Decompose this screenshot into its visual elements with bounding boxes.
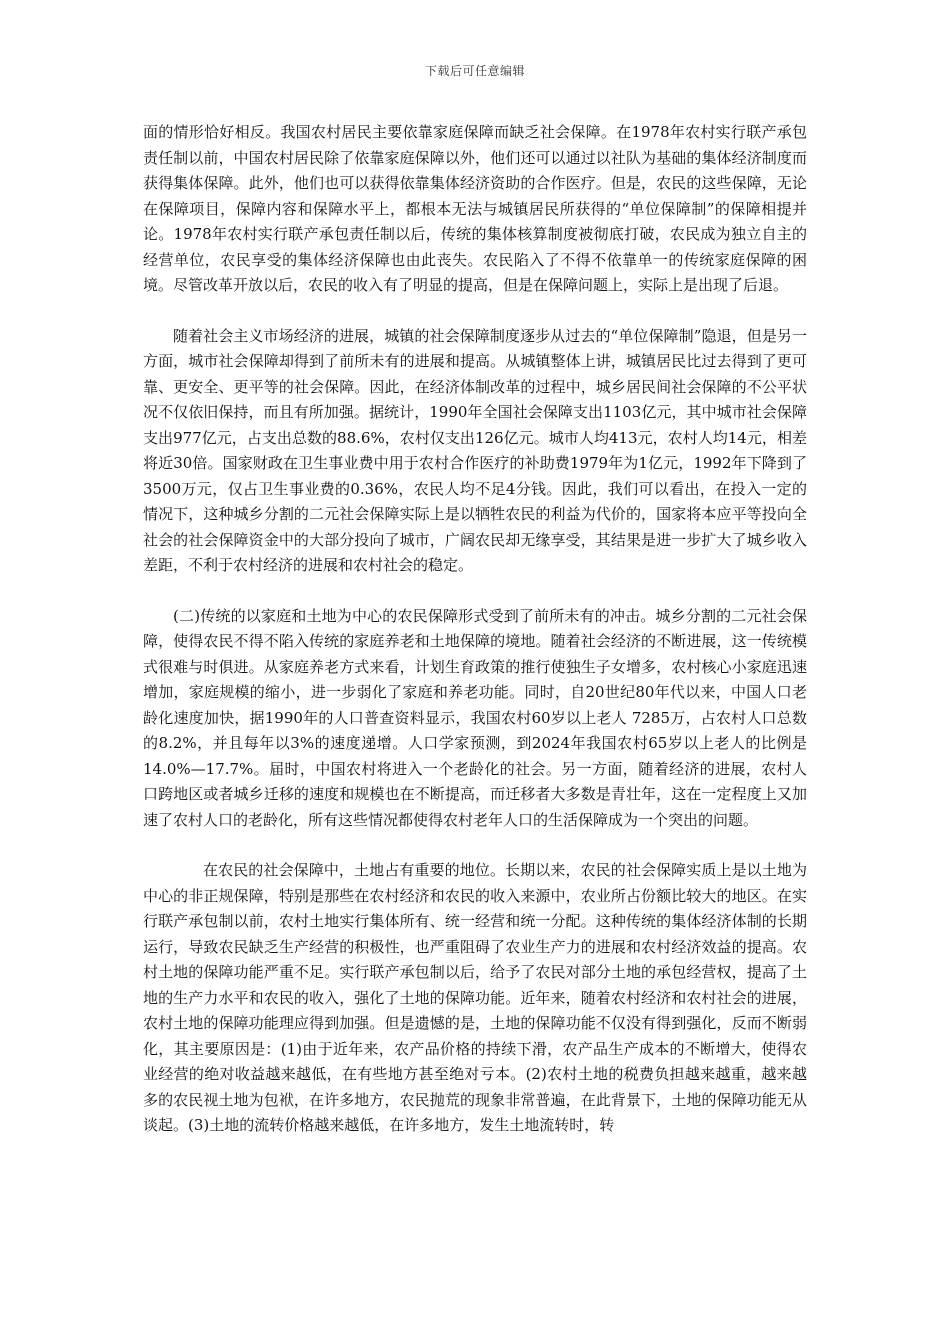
paragraph-4: 在农民的社会保障中，土地占有重要的地位。长期以来，农民的社会保障实质上是以土地为中心的非正规保障，特别是那些在农村经济和农民的收入来源中，农业所占份额比较大的地区。在实行联产承包制以前，农村土地实行集体所有、统一经营和统一分配。这种传统的集体经济体制的长期运行，导致农民缺乏生产经营的积极性，也严重阻碍了农业生产力的进展和农村经济效益的提高。农村土地的保障功能严重不足。实行联产承包制以后，给予了农民对部分土地的承包经营权，提高了土地的生产力水平和农民的收入，强化了土地的保障功能。近年来，随着农村经济和农村社会的进展，农村土地的保障功能理应得到加强。但是遗憾的是，土地的保障功能不仅没有得到强化，反而不断弱化，其主要原因是：(1)由于近年来，农产品价格的持续下滑，农产品生产成本的不断增大，使得农业经营的绝对收益越来越低，在有些地方甚至绝对亏本。(2)农村土地的税费负担越来越重，越来越多的农民视土地为包袱，在许多地方，农民抛荒的现象非常普遍，在此背景下，土地的保障功能无从谈起。(3)土地的流转价格越来越低，在许多地方，发生土地流转时，转 xyxy=(143,861,807,1134)
paragraph-2: 随着社会主义市场经济的进展，城镇的社会保障制度逐步从过去的“单位保障制”隐退，但是另一方面，城市社会保障却得到了前所未有的进展和提高。从城镇整体上讲，城镇居民比过去得到了更可靠、更安全、更平等的社会保障。因此，在经济体制改革的过程中，城乡居民间社会保障的不公平状况不仅依旧保持，而且有所加强。据统计，1990年全国社会保障支出1103亿元，其中城市社会保障支出977亿元，占支出总数的88.6%，农村仅支出126亿元。城市人均413元，农村人均14元，相差将近30倍。国家财政在卫生事业费中用于农村合作医疗的补助费1979年为1亿元，1992年下降到了3500万元，仅占卫生事业费的0.36%，农民人均不足4分钱。因此，我们可以看出，在投入一定的情况下，这种城乡分割的二元社会保障实际上是以牺牲农民的利益为代价的，国家将本应平等投向全社会的社会保障资金中的大部分投向了城市，广阔农民却无缘享受，其结果是进一步扩大了城乡收入差距，不利于农村经济的进展和农村社会的稳定。 xyxy=(143,326,807,574)
header-note: 下载后可任意编辑 xyxy=(424,64,525,78)
paragraph-3: (二)传统的以家庭和土地为中心的农民保障形式受到了前所未有的冲击。城乡分割的二元社会保障，使得农民不得不陷入传统的家庭养老和土地保障的境地。随着社会经济的不断进展，这一传统模式很难与时俱进。从家庭养老方式来看，计划生育政策的推行使独生子女增多，农村核心小家庭迅速增加，家庭规模的缩小，进一步弱化了家庭和养老功能。同时，自20世纪80年代以来，中国人口老龄化速度加快，据1990年的人口普查资料显示，我国农村60岁以上老人 7285万，占农村人口总数的8.2%，并且每年以3%的速度递增。人口学家预测，到2024年我国农村65岁以上老人的比例是14.0%—17.7%。届时，中国农村将进入一个老龄化的社会。另一方面，随着经济的进展，农村人口跨地区或者城乡迁移的速度和规模也在不断提高，而迁移者大多数是青壮年，这在一定程度上又加速了农村人口的老龄化，所有这些情况都使得农村老年人口的生活保障成为一个突出的问题。 xyxy=(143,606,807,829)
document-body xyxy=(143,120,807,1139)
paragraph-1: 面的情形恰好相反。我国农村居民主要依靠家庭保障而缺乏社会保障。在1978年农村实行联产承包责任制以前，中国农村居民除了依靠家庭保障以外，他们还可以通过以社队为基础的集体经济制度而获得集体保障。此外，他们也可以获得依靠集体经济资助的合作医疗。但是，农民的这些保障，无论在保障项目，保障内容和保障水平上，都根本无法与城镇居民所获得的“单位保障制”的保障相提并论。1978年农村实行联产承包责任制以后，传统的集体核算制度被彻底打破，农民成为独立自主的经营单位，农民享受的集体经济保障也由此丧失。农民陷入了不得不依靠单一的传统家庭保障的困境。尽管改革开放以后，农民的收入有了明显的提高，但是在保障问题上，实际上是出现了后退。 xyxy=(143,123,807,294)
